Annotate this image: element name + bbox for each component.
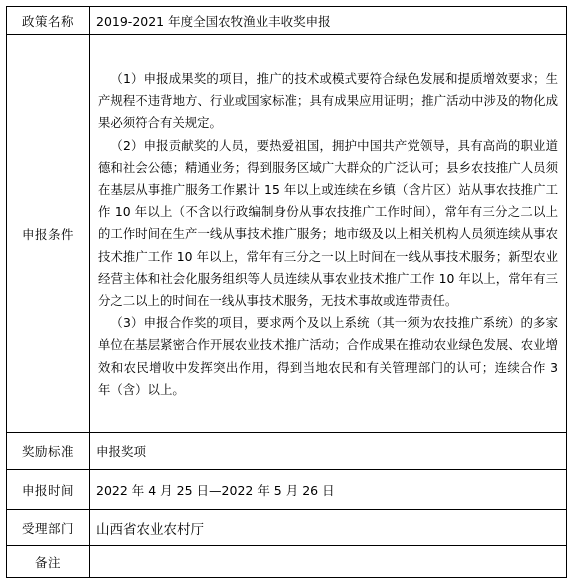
award-standard-value: 申报奖项 xyxy=(90,432,567,470)
department-value: 山西省农业农村厅 xyxy=(90,509,567,546)
policy-name-value: 2019-2021 年度全国农牧渔业丰收奖申报 xyxy=(90,7,567,35)
conditions-value xyxy=(90,35,567,432)
condition-paragraph-achievement: （1）申报成果奖的项目，推广的技术或模式要符合绿色发展和提质增效要求；生产规程不违背地方、行业或国家标准；具有成果应用证明；推广活动中涉及的物化成果必须符合有关规定。 xyxy=(98,71,558,131)
remarks-value xyxy=(90,546,567,578)
condition-paragraph-cooperation: （3）申报合作奖的项目，要求两个及以上系统（其一须为农技推广系统）的多家单位在基层紧密合作开展农业技术推广活动；合作成果在推动农业绿色发展、农业增效和农民增收中发挥突出作用，得到当地农民和有关管理部门的认可；连续合作 3 年（含）以上。 xyxy=(98,315,558,397)
row-conditions xyxy=(7,35,567,432)
row-apply-time xyxy=(7,470,567,510)
row-award-standard xyxy=(7,432,567,470)
condition-paragraph-contribution: （2）申报贡献奖的人员，要热爱祖国，拥护中国共产党领导，具有高尚的职业道德和社会公德；精通业务；得到服务区域广大群众的广泛认可；县乡农技推广人员须在基层从事推广服务工作累计 15 年以上或连续在乡镇（含片区）站从事农技推广工作 10 年以上（不含以行政编制身份从事农技推广工作时间），常年有三分之二以上的工作时间在生产一线从事技术推广服务；地市级及以上相关机构人员须连续从事农技术推广工作 10 年以上，常年有三分之一以上时间在一线从事技术服务；新型农业经营主体和社会化服务组织等人员连续从事农业技术推广工作 10 年以上，常年有三分之二以上的时间在一线从事技术服务，无技术事故或连带责任。 xyxy=(98,137,558,309)
remarks-label: 备注 xyxy=(7,546,90,578)
conditions-label: 申报条件 xyxy=(7,35,90,432)
conditions-text xyxy=(96,66,560,401)
policy-name-label: 政策名称 xyxy=(7,7,90,35)
apply-time-value: 2022 年 4 月 25 日—2022 年 5 月 26 日 xyxy=(90,470,567,510)
row-remarks xyxy=(7,546,567,578)
policy-table xyxy=(6,6,567,578)
award-standard-label: 奖励标准 xyxy=(7,432,90,470)
row-department xyxy=(7,509,567,546)
apply-time-label: 申报时间 xyxy=(7,470,90,510)
department-label: 受理部门 xyxy=(7,509,90,546)
row-policy-name xyxy=(7,7,567,35)
